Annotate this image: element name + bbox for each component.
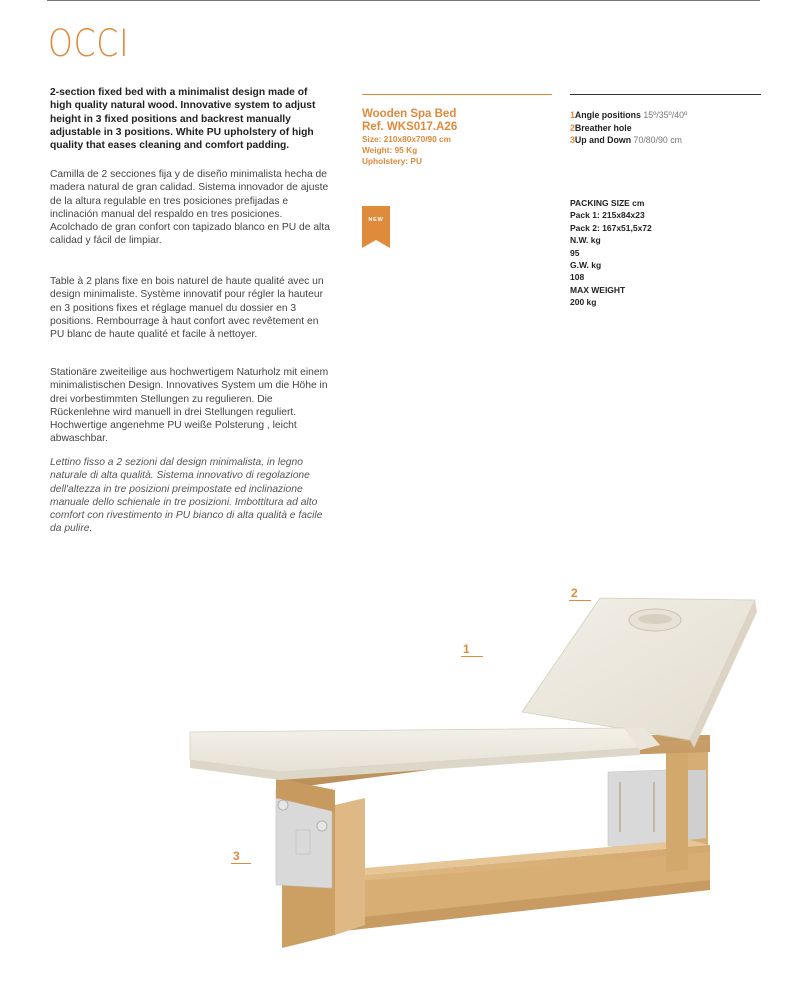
callout-2: 2 (571, 586, 578, 600)
spec-rule (362, 94, 552, 95)
top-rule (47, 0, 760, 1)
spec-ref: Ref. WKS017.A26 (362, 121, 458, 133)
feature-label: Angle positions (574, 110, 641, 120)
packing-pack1: Pack 1: 215x84x23 (570, 210, 645, 221)
features-list (570, 109, 687, 147)
spec-upholstery: Upholstery: PU (362, 156, 422, 166)
packing-header: PACKING SIZE cm (570, 198, 645, 208)
net-weight-label: N.W. kg (570, 235, 601, 246)
feature-number: 3 (570, 135, 575, 145)
new-badge (362, 206, 390, 248)
feature-item (570, 122, 687, 135)
description-german: Stationäre zweiteilige aus hochwertigem Naturholz mit einem minimalistischen Design. Innovatives System um die Höhe in drei vorbestimmten Stellungen zu regulieren. Die Rückenlehne wird manuell in drei Stellungen reguliert. Hochwertige angenehme PU weiße Polsterung , leicht abwaschbar. (50, 367, 329, 445)
new-badge-label: NEW (368, 217, 384, 223)
front-left-leg-front (335, 798, 365, 935)
gross-weight-label: G.W. kg (570, 260, 602, 271)
right-end-panel (688, 770, 706, 840)
net-weight-value: 95 (570, 247, 580, 258)
description-italian: Lettino fisso a 2 sezioni dal design minimalista, in legno naturale di alta qualità. Sistema innovativo di regolazione dell'altezza in tre posizioni preimpostate ed inclinazione manuale dello schienale in tre posizioni. Imbottitura ad alto comfort con rivestimento in PU bianco di alta qualità e facile da pulire. (50, 457, 323, 535)
feature-label: Up and Down (574, 135, 632, 145)
rear-right-panel (608, 770, 668, 848)
spec-size: Size: 210x80x70/90 cm (362, 134, 452, 144)
feature-number: 2 (570, 122, 575, 133)
feature-item (570, 134, 687, 147)
description-english: 2-section fixed bed with a minimalist design made of high quality natural wood. Innovative system to adjust height in 3 fixed positions and backrest manually adjustable in 3 positions. White PU upholstery of high quality that eases cleaning and comfort padding. (50, 87, 316, 152)
spec-name: Wooden Spa Bed (362, 108, 457, 120)
callout-3: 3 (233, 849, 240, 863)
product-title: OCCI (48, 22, 130, 65)
description-spanish: Camilla de 2 secciones fija y de diseño minimalista hecha de madera natural de gran calidad. Sistema innovador de ajuste de la altura regulable en tres posiciones prefijadas e inclinación manual del respaldo en tres posiciones. Acolchado de gran confort con tapizado blanco en PU de alta calidad y fácil de limpiar. (50, 169, 330, 247)
feature-number: 1 (570, 110, 575, 120)
spa-bed-image (185, 590, 760, 960)
height-adjust-knob (317, 821, 327, 831)
breather-hole-inner (638, 614, 672, 624)
spec-weight: Weight: 95 Kg (362, 145, 418, 155)
packing-pack2: Pack 2: 167x51,5x72 (570, 222, 652, 233)
gross-weight-value: 108 (570, 272, 585, 283)
feature-value: 70/80/90 cm (631, 135, 682, 145)
features-rule (570, 94, 761, 95)
front-right-leg (666, 750, 688, 872)
height-adjust-knob (278, 800, 288, 810)
spec-block (362, 108, 457, 167)
callout-1: 1 (463, 642, 470, 656)
max-weight-label: MAX WEIGHT (570, 284, 626, 295)
feature-label: Breather hole (574, 122, 632, 133)
description-french: Table à 2 plans fixe en bois naturel de haute qualité avec un design minimaliste. Système innovatif pour régler la hauteur en 3 positions fixes et réglage manuel du dossier en 3 positions. Rembourrage à haut confort avec revêtement en PU blanc de haute qualité et facile à nettoyer. (50, 276, 324, 341)
new-badge-shape (362, 206, 390, 248)
max-weight-value: 200 kg (570, 297, 597, 308)
feature-item (570, 109, 687, 122)
feature-value: 15º/35º/40º (640, 110, 688, 120)
packing-block (570, 197, 652, 309)
